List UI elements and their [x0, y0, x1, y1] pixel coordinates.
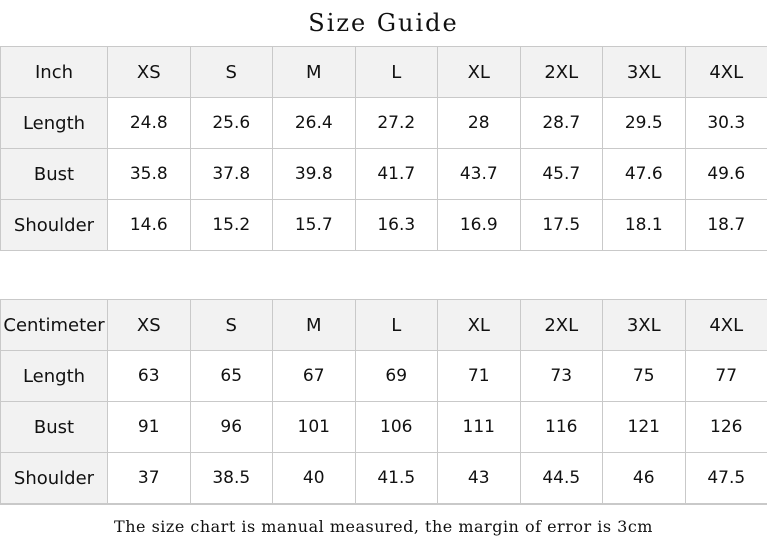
column-header-s: S — [190, 300, 273, 351]
column-header-xl: XL — [438, 300, 521, 351]
cell-length-xl: 71 — [438, 351, 521, 402]
centimeter-table-wrapper — [0, 299, 767, 504]
cell-length-l: 69 — [355, 351, 438, 402]
cell-length-m: 26.4 — [273, 98, 356, 149]
column-header-unit: Inch — [1, 47, 108, 98]
cell-shoulder-4xl: 47.5 — [685, 453, 767, 504]
cell-shoulder-s: 38.5 — [190, 453, 273, 504]
cell-length-s: 25.6 — [190, 98, 273, 149]
column-header-s: S — [190, 47, 273, 98]
centimeter-size-table — [0, 299, 767, 504]
column-header-3xl: 3XL — [603, 300, 686, 351]
cell-bust-xl: 43.7 — [438, 149, 521, 200]
row-label-shoulder: Shoulder — [1, 453, 108, 504]
cell-bust-m: 39.8 — [273, 149, 356, 200]
table-row — [1, 351, 767, 402]
column-header-2xl: 2XL — [520, 47, 603, 98]
column-header-2xl: 2XL — [520, 300, 603, 351]
cell-shoulder-l: 41.5 — [355, 453, 438, 504]
cell-shoulder-xl: 43 — [438, 453, 521, 504]
cell-length-xs: 63 — [108, 351, 191, 402]
cell-length-l: 27.2 — [355, 98, 438, 149]
cell-shoulder-2xl: 17.5 — [520, 200, 603, 251]
cell-bust-xs: 91 — [108, 402, 191, 453]
row-label-shoulder: Shoulder — [1, 200, 108, 251]
column-header-l: L — [355, 300, 438, 351]
cell-length-4xl: 77 — [685, 351, 767, 402]
cell-length-s: 65 — [190, 351, 273, 402]
page-title: Size Guide — [308, 9, 459, 37]
column-header-l: L — [355, 47, 438, 98]
cell-shoulder-m: 40 — [273, 453, 356, 504]
table-header-row — [1, 47, 767, 98]
cell-bust-2xl: 45.7 — [520, 149, 603, 200]
inch-size-table — [0, 46, 767, 251]
cell-shoulder-m: 15.7 — [273, 200, 356, 251]
column-header-xs: XS — [108, 300, 191, 351]
cell-shoulder-4xl: 18.7 — [685, 200, 767, 251]
cell-bust-s: 37.8 — [190, 149, 273, 200]
column-header-m: M — [273, 47, 356, 98]
table-row — [1, 453, 767, 504]
inch-table-wrapper — [0, 46, 767, 251]
cell-bust-3xl: 47.6 — [603, 149, 686, 200]
cell-shoulder-3xl: 46 — [603, 453, 686, 504]
cell-length-m: 67 — [273, 351, 356, 402]
cell-shoulder-xs: 14.6 — [108, 200, 191, 251]
column-header-4xl: 4XL — [685, 47, 767, 98]
row-label-bust: Bust — [1, 402, 108, 453]
cell-bust-m: 101 — [273, 402, 356, 453]
cell-length-2xl: 73 — [520, 351, 603, 402]
cell-bust-s: 96 — [190, 402, 273, 453]
cell-shoulder-2xl: 44.5 — [520, 453, 603, 504]
row-label-length: Length — [1, 351, 108, 402]
cell-bust-xs: 35.8 — [108, 149, 191, 200]
cell-shoulder-l: 16.3 — [355, 200, 438, 251]
column-header-xl: XL — [438, 47, 521, 98]
cell-length-xs: 24.8 — [108, 98, 191, 149]
cell-bust-l: 41.7 — [355, 149, 438, 200]
column-header-unit: Centimeter — [1, 300, 108, 351]
cell-bust-xl: 111 — [438, 402, 521, 453]
disclaimer-note: The size chart is manual measured, the margin of error is 3cm — [0, 504, 767, 549]
column-header-4xl: 4XL — [685, 300, 767, 351]
row-label-bust: Bust — [1, 149, 108, 200]
row-label-length: Length — [1, 98, 108, 149]
cell-shoulder-3xl: 18.1 — [603, 200, 686, 251]
cell-bust-2xl: 116 — [520, 402, 603, 453]
column-header-xs: XS — [108, 47, 191, 98]
cell-shoulder-s: 15.2 — [190, 200, 273, 251]
table-row — [1, 149, 767, 200]
cell-bust-3xl: 121 — [603, 402, 686, 453]
cell-bust-l: 106 — [355, 402, 438, 453]
cell-shoulder-xs: 37 — [108, 453, 191, 504]
table-row — [1, 402, 767, 453]
cell-length-3xl: 29.5 — [603, 98, 686, 149]
table-row — [1, 200, 767, 251]
column-header-3xl: 3XL — [603, 47, 686, 98]
cell-bust-4xl: 126 — [685, 402, 767, 453]
table-header-row — [1, 300, 767, 351]
cell-length-4xl: 30.3 — [685, 98, 767, 149]
table-separator — [0, 251, 767, 299]
cell-shoulder-xl: 16.9 — [438, 200, 521, 251]
cell-length-2xl: 28.7 — [520, 98, 603, 149]
cell-bust-4xl: 49.6 — [685, 149, 767, 200]
cell-length-xl: 28 — [438, 98, 521, 149]
table-row — [1, 98, 767, 149]
cell-length-3xl: 75 — [603, 351, 686, 402]
column-header-m: M — [273, 300, 356, 351]
